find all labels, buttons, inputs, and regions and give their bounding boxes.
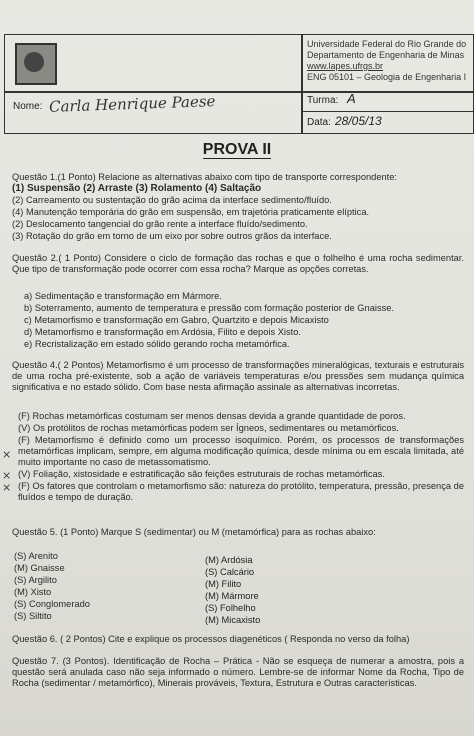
q1-item: (4) Manutenção temporária do grão em suspensão, em trajetória praticamente elíptica.: [12, 207, 370, 217]
q5-left-item: (S) Arenito: [14, 551, 58, 561]
turma-label: Turma:: [307, 95, 339, 106]
q4-item: (V) Os protólitos de rochas metamórficas podem ser Ígneos, sedimentares ou metamórficos.: [18, 423, 399, 433]
q4-item: (F) Os fatores que controlam o metamorfismo são: natureza do protólito, temperatura, pressão, presença de fluídos e tempo de duração.: [18, 481, 464, 502]
q5-right-item: (M) Micaxisto: [205, 615, 261, 625]
q1-prompt: Questão 1.(1 Ponto) Relacione as alternativas abaixo com tipo de transporte correspondente:: [12, 172, 398, 182]
q5-right-item: (S) Calcário: [205, 567, 255, 577]
q5-prompt: Questão 5. (1 Ponto) Marque S (sedimentar) ou M (metamórfica) para as rochas abaixo:: [12, 527, 376, 537]
q1-item: (2) Carreamento ou sustentação do grão acima da interface sedimento/fluído.: [12, 195, 332, 205]
university-logo-icon: [15, 43, 57, 85]
nome-handwritten: Carla Henrique Paese: [48, 92, 216, 116]
q4-item: (F) Rochas metamórficas costumam ser menos densas devida a grande quantidade de poros.: [18, 411, 406, 421]
q1-item: (3) Rotação do grão em torno de um eixo por sobre outros grãos da interface.: [12, 231, 332, 241]
q2-item: c) Metamorfismo e transformação em Gabro, Quartzito e depois Micaxisto: [24, 315, 329, 325]
q5-right-item: (M) Filito: [205, 579, 242, 589]
q5-right-item: (M) Mármore: [205, 591, 259, 601]
q4-prompt: Questão 4.( 2 Pontos) Metamorfismo é um processo de transformações mineralógicas, texturais e estruturais de uma rocha pré-existente, sob a ação de variáveis temperaturas e/ou pressões sem mudança química significativa e no estado sólido. Com base nesta afirmação assinale as alternativas incorretas.: [12, 360, 464, 392]
q5-right-item: (S) Folhelho: [205, 603, 256, 613]
q5-right-item: (M) Ardósia: [205, 555, 253, 565]
q5-left-item: (S) Conglomerado: [14, 599, 90, 609]
q2-item: e) Recristalização em estado sólido gerando rocha metamórfica.: [24, 339, 290, 349]
q1-item: (2) Deslocamento tangencial do grão rente a interface fluído/sedimento.: [12, 219, 308, 229]
x-mark-icon: ×: [2, 448, 12, 461]
q2-item: a) Sedimentação e transformação em Mármore.: [24, 291, 222, 301]
q1-options: (1) Suspensão (2) Arraste (3) Rolamento (4) Saltação: [12, 183, 262, 194]
q5-left-item: (M) Gnaisse: [14, 563, 65, 573]
q5-left-item: (S) Argilito: [14, 575, 57, 585]
data-value: 28/05/13: [335, 114, 382, 128]
q2-item: d) Metamorfismo e transformação em Ardósia, Filito e depois Xisto.: [24, 327, 301, 337]
q4-item: (V) Foliação, xistosidade e estratificação são feições estruturais de rochas metamórficas.: [18, 469, 385, 479]
x-mark-icon: ×: [2, 469, 12, 482]
data-label: Data:: [307, 117, 331, 128]
x-mark-icon: ×: [2, 481, 12, 494]
q5-left-item: (M) Xisto: [14, 587, 52, 597]
q2-prompt: Questão 2.( 1 Ponto) Considere o ciclo de formação das rochas e que o folhelho é uma rocha sedimentar. Que tipo de transformação pode ocorrer com essa rocha? Marque as opções corretas.: [12, 253, 464, 274]
q6-prompt: Questão 6. ( 2 Pontos) Cite e explique os processos diagenéticos ( Responda no verso da folha): [12, 634, 410, 644]
university-info: Universidade Federal do Rio Grande do Departamento de Engenharia de Minas www.lapes.ufrgs.br ENG 05101 – Geologia de Engenharia I: [307, 39, 467, 82]
page-title: PROVA II: [202, 141, 272, 158]
q7-prompt: Questão 7. (3 Pontos). Identificação de Rocha – Prática - Não se esqueça de numerar a amostra, pois a questão será anulada caso não seja informado o número. Lembre-se de informar Nome da Rocha, Tipo de Rocha (sedimentar / metamórfico), Minerais prováveis, Textura, Estrutura e Outras características.: [12, 656, 464, 688]
nome-label: Nome:: [13, 101, 43, 112]
q5-left-item: (S) Siltito: [14, 611, 52, 621]
q2-item: b) Soterramento, aumento de temperatura e pressão com formação posterior de Gnaisse.: [24, 303, 394, 313]
turma-value: A: [347, 91, 356, 106]
q4-item: (F) Metamorfismo é definido como um processo isoquímico. Porém, os processos de transformações metamórficas implicam, sempre, em alguma modificação química, desde mínima ou em escala limitada, até muito importante no caso de metassomatismo.: [18, 435, 464, 467]
header-box: [4, 34, 474, 134]
